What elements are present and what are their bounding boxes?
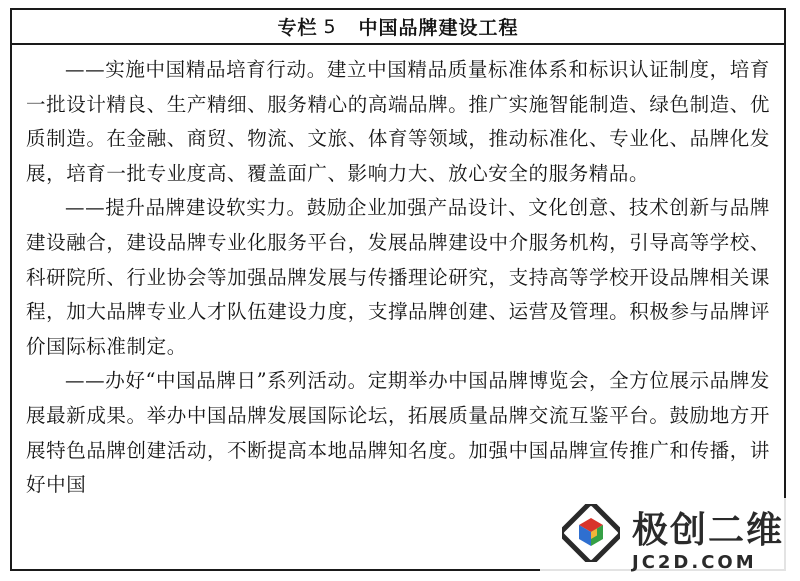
cube-logo-icon [562, 504, 620, 562]
box-title-prefix: 专栏 [277, 17, 318, 39]
box-title [12, 10, 784, 45]
watermark-url: JC2D.COM [632, 552, 757, 573]
box-title-number: 5 [323, 15, 337, 38]
paragraph-3: ——办好“中国品牌日”系列活动。定期举办中国品牌博览会，全方位展示品牌发展最新成果。举办中国品牌发展国际论坛，拓展质量品牌交流互鉴平台。鼓励地方开展特色品牌创建活动，不断提高本地品牌知名度。加强中国品牌宣传推广和传播，讲好中国 [26, 369, 770, 497]
paragraph-2: ——提升品牌建设软实力。鼓励企业加强产品设计、文化创意、技术创新与品牌建设融合，建设品牌专业化服务平台，发展品牌建设中介服务机构，引导高等学校、科研院所、行业协会等加强品牌发展与传播理论研究，支持高等学校开设品牌相关课程，加大品牌专业人才队伍建设力度，支撑品牌创建、运营及管理。积极参与品牌评价国际标准制定。 [26, 196, 770, 358]
watermark-name: 极创二维 [632, 510, 785, 551]
box-body [12, 45, 784, 503]
paragraph-1: ——实施中国精品培育行动。建立中国精品质量标准体系和标识认证制度，培育一批设计精良、生产精细、服务精心的高端品牌。推广实施智能制造、绿色制造、优质制造。在金融、商贸、物流、文旅、体育等领域，推动标准化、专业化、品牌化发展，培育一批专业度高、覆盖面广、影响力大、放心安全的服务精品。 [26, 58, 770, 185]
watermark [540, 498, 800, 581]
box-title-text: 中国品牌建设工程 [358, 17, 519, 39]
sidebar-box [10, 8, 786, 571]
